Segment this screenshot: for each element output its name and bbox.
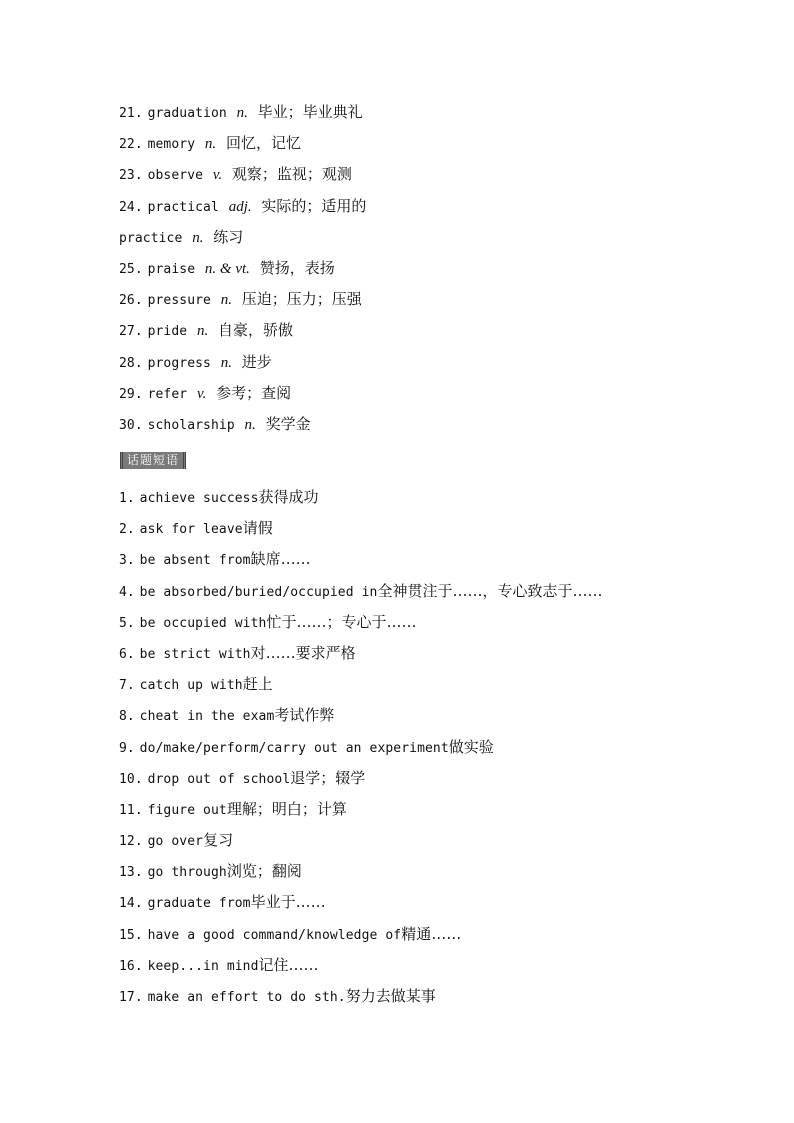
vocab-meaning: 进步 (241, 352, 272, 371)
vocab-meaning: 练习 (213, 227, 244, 246)
part-of-speech: n. & vt. (204, 260, 250, 277)
part-of-speech: n. (204, 136, 217, 153)
phrase-text: achieve success (139, 491, 259, 506)
phrase-item (119, 856, 759, 887)
phrase-meaning: 浏览；翻阅 (226, 862, 302, 881)
phrase-meaning: 毕业于…… (250, 893, 326, 912)
vocab-word: refer (147, 386, 188, 402)
item-number: 7. (119, 678, 135, 694)
phrase-text: graduate from (147, 896, 251, 912)
phrase-meaning: 全神贯注于……，专心致志于…… (377, 581, 603, 600)
vocab-item (119, 409, 759, 440)
phrase-meaning: 理解；明白；计算 (226, 799, 347, 818)
part-of-speech: n. (220, 354, 233, 371)
vocab-item (119, 315, 759, 346)
phrase-item (119, 919, 759, 950)
item-number: 29. (119, 386, 143, 402)
phrase-meaning: 缺席…… (250, 550, 311, 569)
vocab-item (119, 378, 759, 409)
phrase-text: be absent from (139, 553, 251, 569)
phrase-item (119, 513, 759, 544)
vocab-word: scholarship (147, 417, 235, 433)
phrase-item (119, 732, 759, 763)
vocab-word: graduation (147, 106, 227, 121)
phrase-item (119, 950, 759, 981)
item-number: 16. (119, 958, 143, 974)
phrase-text: catch up with (139, 678, 243, 694)
section-label: 话题短语 (120, 452, 186, 469)
phrase-meaning: 精通…… (401, 924, 462, 943)
item-number: 21. (119, 106, 143, 121)
part-of-speech: n. (244, 416, 256, 433)
phrase-item (119, 607, 759, 638)
phrase-item (119, 482, 759, 513)
vocab-item (119, 159, 759, 190)
phrase-item (119, 794, 759, 825)
item-number: 3. (119, 553, 135, 569)
phrase-text: be absorbed/buried/occupied in (139, 584, 378, 600)
phrase-item (119, 576, 759, 607)
item-number: 8. (119, 709, 135, 725)
item-number: 10. (119, 771, 143, 787)
phrase-text: figure out (147, 802, 227, 818)
phrase-text: do/make/perform/carry out an experiment (139, 740, 449, 756)
phrase-text: be strict with (139, 646, 251, 662)
phrase-meaning: 退学；辍学 (290, 768, 366, 787)
vocab-word: pressure (147, 293, 211, 309)
part-of-speech: v. (196, 385, 207, 402)
phrase-meaning: 获得成功 (258, 488, 319, 506)
vocab-meaning: 压迫；压力；压强 (241, 290, 362, 309)
phrase-item (119, 700, 759, 731)
phrase-text: cheat in the exam (139, 709, 275, 725)
item-number: 28. (119, 355, 143, 371)
item-number: 17. (119, 990, 143, 1005)
phrase-meaning: 复习 (203, 831, 234, 850)
item-number: 12. (119, 834, 143, 850)
vocab-item (119, 222, 759, 253)
vocab-word: observe (147, 168, 204, 184)
item-number: 23. (119, 168, 143, 184)
phrase-item (119, 669, 759, 700)
phrase-text: make an effort to do sth. (147, 990, 346, 1005)
vocab-meaning: 自豪，骄傲 (218, 321, 294, 340)
item-number: 22. (119, 137, 143, 153)
part-of-speech: adj. (228, 198, 252, 215)
phrase-item (119, 763, 759, 794)
item-number: 30. (119, 417, 143, 433)
vocab-item (119, 128, 759, 159)
phrase-text: keep...in mind (147, 958, 259, 974)
part-of-speech: n. (196, 323, 209, 340)
phrase-meaning: 努力去做某事 (345, 987, 436, 1005)
vocab-item (119, 347, 759, 378)
phrase-meaning: 赶上 (242, 675, 273, 694)
item-number: 25. (119, 261, 143, 277)
vocab-item (119, 284, 759, 315)
phrase-text: drop out of school (147, 771, 291, 787)
phrase-meaning: 做实验 (448, 737, 494, 756)
vocab-meaning: 实际的；适用的 (261, 196, 367, 215)
vocab-word: pride (147, 324, 188, 340)
item-number: 4. (119, 584, 135, 600)
item-number: 5. (119, 615, 135, 631)
vocab-meaning: 毕业；毕业典礼 (257, 103, 363, 121)
vocab-item (119, 253, 759, 284)
part-of-speech: n. (192, 229, 204, 246)
vocab-meaning: 参考；查阅 (216, 383, 292, 402)
part-of-speech: v. (212, 167, 223, 184)
vocab-meaning: 观察；监视；观测 (231, 165, 352, 184)
phrase-list (119, 482, 759, 1012)
phrase-item (119, 887, 759, 918)
phrase-meaning: 考试作弊 (274, 706, 335, 725)
phrase-text: go through (147, 865, 227, 881)
phrase-text: go over (147, 834, 204, 850)
item-number: 11. (119, 802, 143, 818)
item-number: 27. (119, 324, 143, 340)
phrase-meaning: 忙于……；专心于…… (266, 612, 417, 631)
item-number: 24. (119, 199, 143, 215)
phrase-text: ask for leave (139, 522, 243, 538)
phrase-meaning: 记住…… (258, 955, 319, 974)
vocab-word: progress (147, 355, 211, 371)
item-number: 6. (119, 646, 135, 662)
phrase-meaning: 请假 (242, 519, 273, 538)
phrase-text: have a good command/knowledge of (147, 927, 402, 943)
part-of-speech: n. (236, 105, 248, 121)
phrase-item (119, 544, 759, 575)
item-number: 13. (119, 865, 143, 881)
item-number: 1. (119, 491, 135, 506)
phrase-item (119, 638, 759, 669)
vocab-item (119, 191, 759, 222)
item-number: 2. (119, 522, 135, 538)
phrase-meaning: 对……要求严格 (250, 643, 356, 662)
vocab-item (119, 97, 759, 128)
phrase-item (119, 825, 759, 856)
vocab-meaning: 回忆，记忆 (225, 134, 301, 153)
vocab-word: memory (147, 137, 196, 153)
item-number: 15. (119, 927, 143, 943)
item-number: 14. (119, 896, 143, 912)
vocabulary-list (119, 97, 759, 440)
phrase-text: be occupied with (139, 615, 267, 631)
item-number: 26. (119, 293, 143, 309)
vocab-word: practical (147, 199, 219, 215)
vocab-word: practice (119, 230, 183, 246)
vocab-meaning: 赞扬，表扬 (259, 258, 335, 277)
part-of-speech: n. (220, 292, 233, 309)
phrase-item (119, 981, 759, 1012)
vocab-meaning: 奖学金 (265, 414, 311, 433)
item-number: 9. (119, 740, 135, 756)
vocab-word: praise (147, 261, 196, 277)
